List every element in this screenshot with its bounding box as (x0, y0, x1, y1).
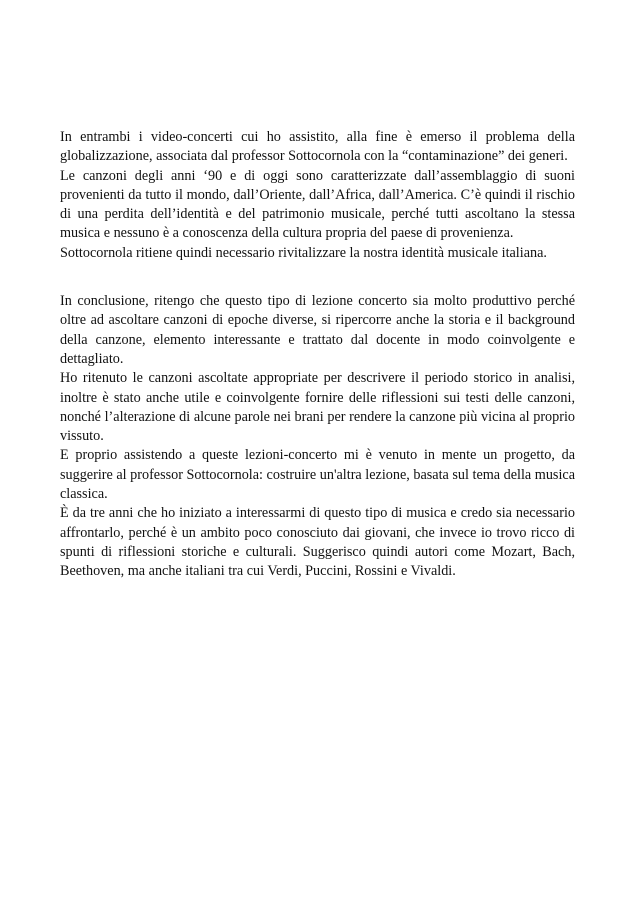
section-conclusione (60, 292, 575, 581)
section-spacer (60, 263, 575, 292)
paragraph: In conclusione, ritengo che questo tipo di lezione concerto sia molto produttivo perché oltre ad ascoltare canzoni di epoche diverse, si ripercorre anche la storia e il background della canzone, elemento interessante e trattato dal docente in modo coinvolgente e dettagliato. (60, 293, 575, 367)
paragraph: È da tre anni che ho iniziato a interessarmi di questo tipo di musica e credo sia necessario affrontarlo, perché è un ambito poco conosciuto dai giovani, che invece io trovo ricco di spunti di riflessioni storiche e culturali. Suggerisco quindi autori come Mozart, Bach, Beethoven, ma anche italiani tra cui Verdi, Puccini, Rossini e Vivaldi. (60, 505, 575, 580)
paragraph: Sottocornola ritiene quindi necessario rivitalizzare la nostra identità musicale italiana. (60, 244, 547, 261)
paragraph: E proprio assistendo a queste lezioni-concerto mi è venuto in mente un progetto, da suggerire al professor Sottocornola: costruire un'altra lezione, basata sul tema della musica classica. (60, 447, 575, 503)
paragraph: In entrambi i video-concerti cui ho assistito, alla fine è emerso il problema della globalizzazione, associata dal professor Sottocornola con la “contaminazione” dei generi. (60, 129, 575, 165)
document-page (60, 128, 575, 582)
paragraph: Le canzoni degli anni ‘90 e di oggi sono caratterizzate dall’assemblaggio di suoni provenienti da tutto il mondo, dall’Oriente, dall’Africa, dall’America. C’è quindi il rischio di una perdita dell’identità e del patrimonio musicale, perché tutti ascoltano la stessa musica e nessuno è a conoscenza della cultura propria del paese di provenienza. (60, 167, 575, 242)
paragraph: Ho ritenuto le canzoni ascoltate appropriate per descrivere il periodo storico in analisi, inoltre è stato anche utile e coinvolgente fornire delle riflessioni sui testi delle canzoni, nonché l’alterazione di alcune parole nei brani per rendere la canzone più vicina al proprio vissuto. (60, 370, 575, 445)
section-globalizzazione (60, 128, 575, 263)
